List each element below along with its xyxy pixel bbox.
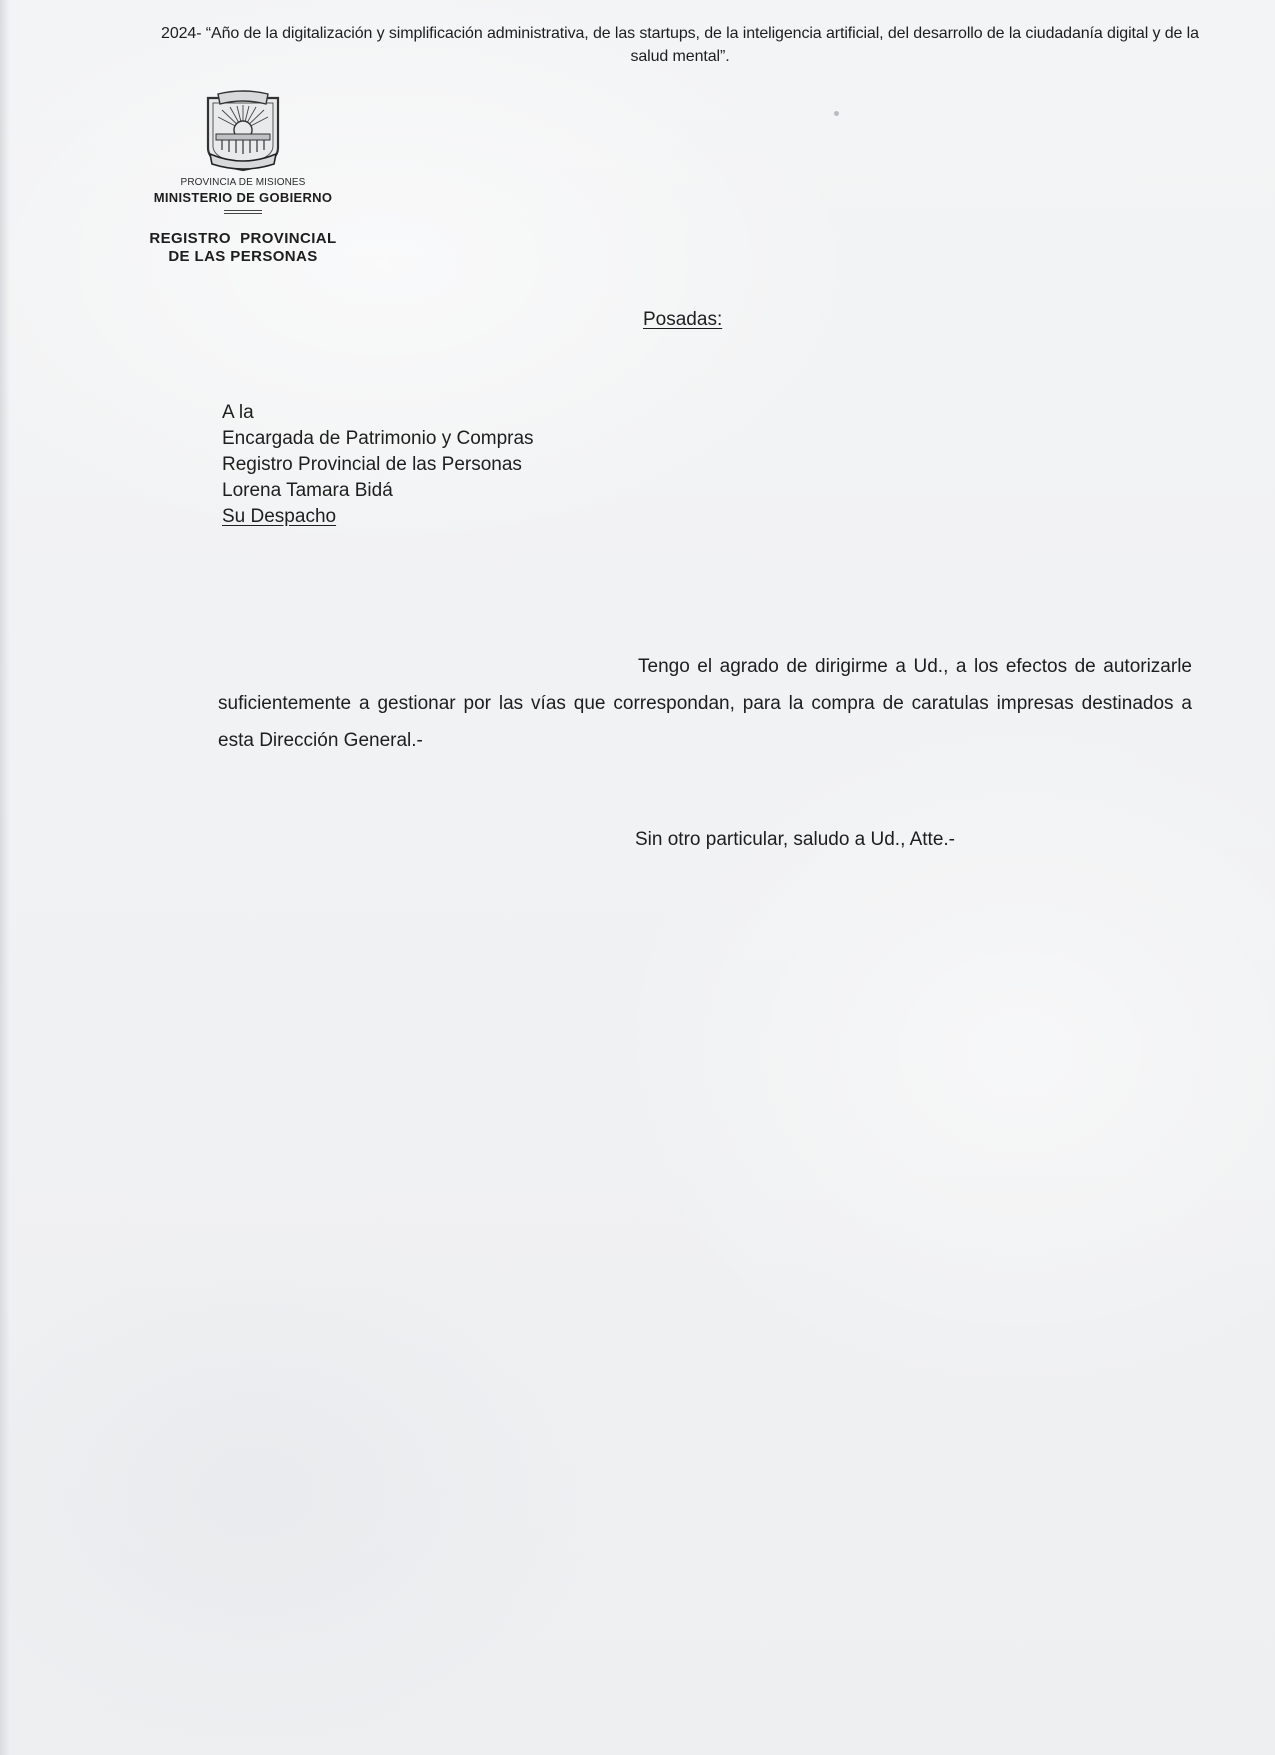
official-year-motto: 2024- “Año de la digitalización y simplificación administrativa, de las startups, de la inteligencia artificial, del desarrollo de la ciudadanía digital y de la salud mental”.: [161, 25, 1199, 65]
letter-body: Tengo el agrado de dirigirme a Ud., a los efectos de autorizarle suficientemente a gestionar por las vías que correspondan, para la compra de caratulas impresas destinados a esta Dirección General.-: [218, 656, 1192, 751]
place-and-date: Posadas:: [643, 309, 723, 330]
recipient-line: A la: [222, 402, 254, 423]
paper-speck: [834, 111, 839, 116]
recipient-line: Encargada de Patrimonio y Compras: [222, 428, 534, 449]
ministry-name: MINISTERIO DE GOBIERNO: [153, 190, 333, 205]
recipient-line: Lorena Tamara Bidá: [222, 480, 393, 501]
letterhead-rule: [224, 213, 262, 214]
letterhead-rule: [224, 210, 262, 211]
province-name: PROVINCIA DE MISIONES: [180, 177, 306, 188]
registry-name-line: REGISTRO PROVINCIAL: [149, 230, 337, 247]
recipient-block: [222, 400, 534, 530]
registry-name: [118, 230, 368, 266]
province-coat-of-arms-icon: [202, 90, 284, 172]
recipient-line: Registro Provincial de las Personas: [222, 454, 522, 475]
registry-name-line: DE LAS PERSONAS: [168, 248, 318, 265]
letter-closing: Sin otro particular, saludo a Ud., Atte.-: [635, 829, 956, 850]
recipient-line: Su Despacho: [222, 506, 337, 527]
